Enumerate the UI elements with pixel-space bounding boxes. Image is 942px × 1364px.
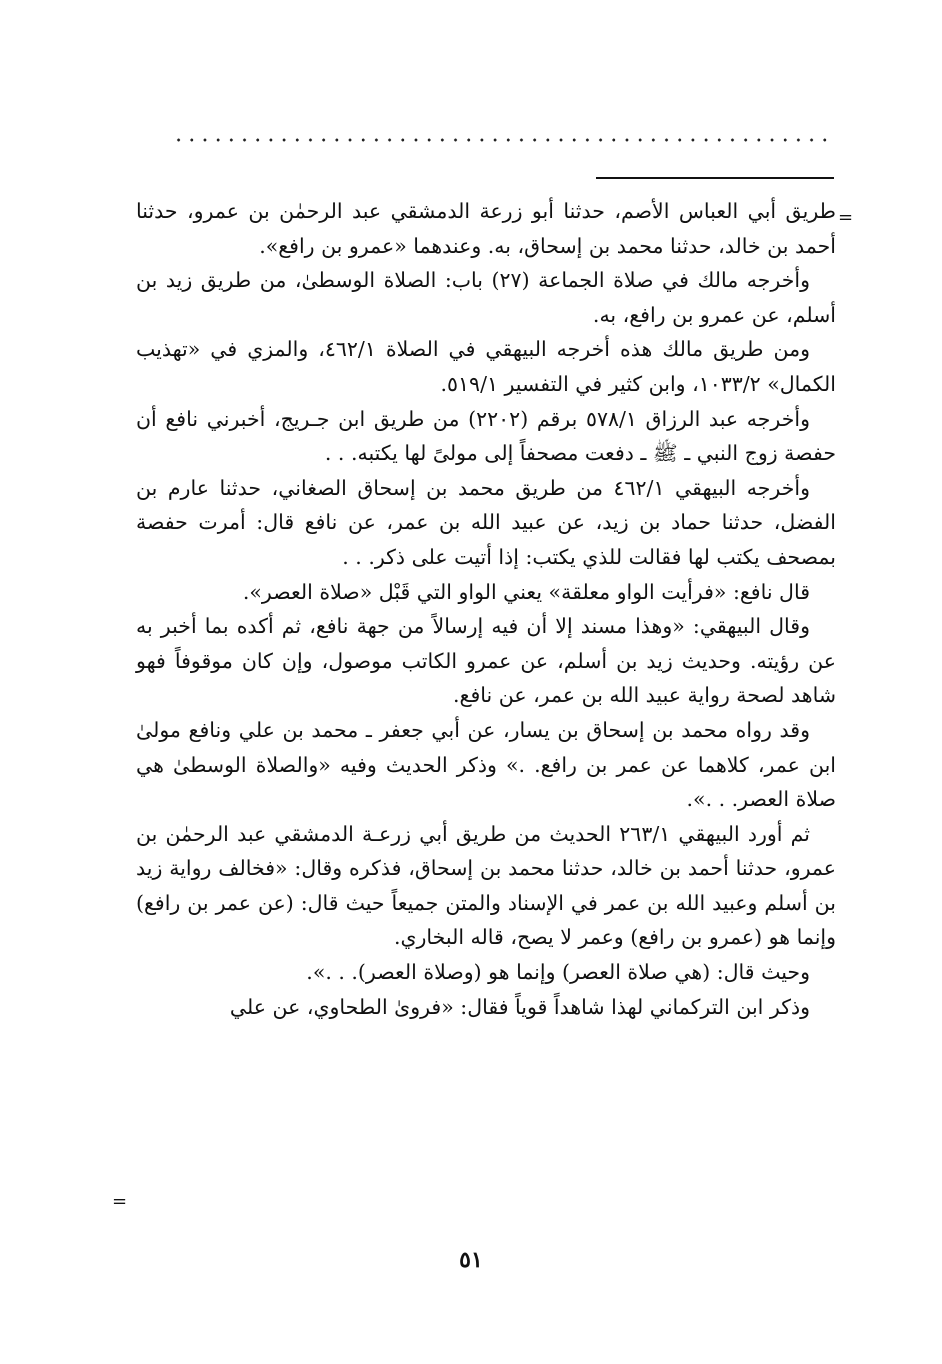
paragraph: ومن طريق مالك هذه أخرجه البيهقي في الصلاة ٤٦٢/١، والمزي في «تهذيب الكمال» ١٠٣٣/٢، وابن كثير في التفسير ٥١٩/١. [136,337,836,396]
paragraph: وقال البيهقي: «وهذا مسند إلا أن فيه إرسالاً من جهة نافع، ثم أكده بما أخبر به عن رؤيته. وحديث زيد بن أسلم، عن عمرو الكاتب موصول، وإن كان موقوفاً فهو شاهد لصحة رواية عبيد الله بن عمر، عن نافع. [136,614,836,708]
footnote-text-block [136,194,836,1024]
paragraph: وحيث قال: (هي صلاة العصر) وإنما هو (وصلاة العصر). . .». [306,960,810,985]
paragraph: وأخرجه عبد الرزاق ٥٧٨/١ برقم (٢٢٠٢) من طريق ابن جـريج، أخبرني نافع أن حفصة زوج النبي ـ ﷺ ـ دفعت مصحفاً إلى مولىً لها يكتبه. . . [136,406,836,466]
paragraph: وأخرجه مالك في صلاة الجماعة (٢٧) باب: الصلاة الوسطىٰ، من طريق زيد بن أسلم، عن عمرو بن رافع، به. [136,268,836,327]
paragraph: طريق أبي العباس الأصم، حدثنا أبو زرعة الدمشقي عبد الرحمٰن بن عمرو، حدثنا أحمد بن خالد، حدثنا محمد بن إسحاق، به. وعندهما «عمرو بن رافع». [136,199,836,258]
header-dotted-line [172,136,834,144]
page-number: ٥١ [459,1247,483,1273]
paragraph: وأخرجه البيهقي ٤٦٢/١ من طريق محمد بن إسحاق الصغاني، حدثنا عارم بن الفضل، حدثنا حماد بن زيد، عن عبيد الله بن عمر، عن نافع قال: أمرت حفصة بمصحف يكتب لها فقالت للذي يكتب: إذا أتيت على ذكر. . . [136,475,836,569]
paragraph: قال نافع: «فرأيت الواو معلقة» يعني الواو التي قَبْل «صلاة العصر». [242,579,810,604]
paragraph: وقد رواه محمد بن إسحاق بن يسار، عن أبي جعفر ـ محمد بن علي ونافع مولىٰ ابن عمر، كلاهما عن عمر بن رافع. .» وذكر الحديث وفيه «والصلاة الوسطىٰ هي صلاة العصر. . .». [136,717,836,812]
paragraph: ثم أورد البيهقي ٢٦٣/١ الحديث من طريق أبي زرعـة الدمشقي عبد الرحمٰن بن عمرو، حدثنا أحمد بن خالد، حدثنا محمد بن إسحاق، فذكره وقال: «فخالف رواية زيد بن أسلم وعبيد الله بن عمر في الإسناد والمتن جميعاً حيث قال: (عن عمر بن رافع) وإنما هو (عمرو بن رافع) وعمر لا يصح، قاله البخاري. [136,821,836,950]
footnote-separator-rule [596,177,834,179]
paragraph: وذكر ابن التركماني لهذا شاهداً قوياً فقال: «فروىٰ الطحاوي، عن علي [229,994,810,1019]
continuation-mark-end: = [112,1191,128,1212]
continuation-mark-start: = [838,207,854,228]
